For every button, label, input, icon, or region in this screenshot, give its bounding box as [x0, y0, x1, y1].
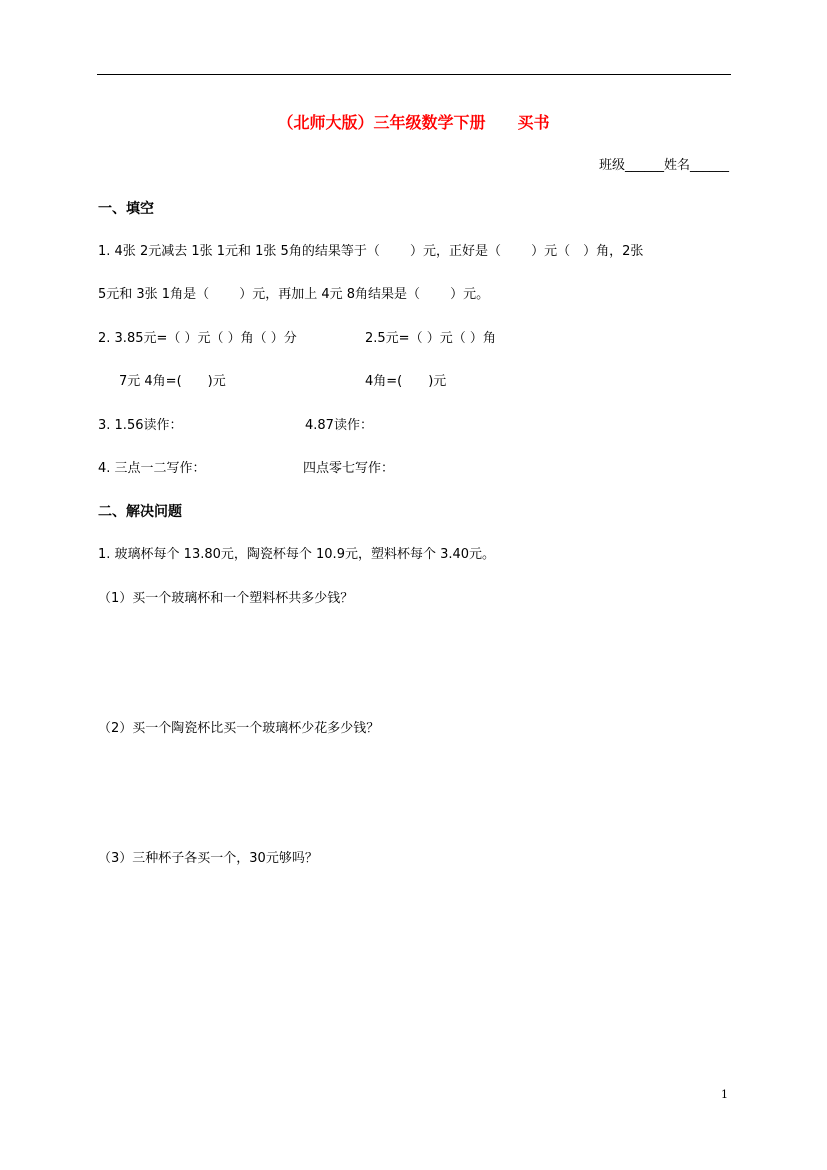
question-3-part-b: 4.87读作： [305, 418, 373, 433]
question-4-part-a: 4. 三点一二写作： [98, 461, 206, 476]
problem-1-statement: 1. 玻璃杯每个 13.80元，陶瓷杯每个 10.9元，塑料杯每个 3.40元。 [98, 547, 496, 562]
question-1-line-2: 5元和 3张 1角是（ ）元，再加上 4元 8角结果是（ ）元。 [98, 287, 490, 302]
question-3-part-a: 3. 1.56读作： [98, 418, 183, 433]
header-rule [97, 74, 731, 75]
question-2-part-d: 4角=( )元 [365, 374, 447, 389]
question-2-part-c: 7元 4角=( )元 [119, 374, 226, 389]
problem-1-sub-question-3: （3）三种杯子各买一个，30元够吗？ [98, 851, 318, 866]
page-title: （北师大版）三年级数学下册 买书 [277, 113, 550, 132]
section-heading-problem-solving: 二、解决问题 [98, 504, 182, 520]
problem-1-sub-question-1: （1）买一个玻璃杯和一个塑料杯共多少钱？ [98, 591, 354, 606]
question-1-line-1: 1. 4张 2元减去 1张 1元和 1张 5角的结果等于（ ）元，正好是（ ）元（ ）角，2张 [98, 244, 644, 259]
question-2-part-b: 2.5元=（ ）元（ ）角 [365, 331, 496, 346]
page-number: 1 [721, 1088, 728, 1101]
section-heading-fill-blank: 一、填空 [98, 201, 154, 217]
problem-1-sub-question-2: （2）买一个陶瓷杯比买一个玻璃杯少花多少钱？ [98, 721, 380, 736]
class-name-line: 班级______姓名______ [598, 158, 729, 173]
question-2-part-a: 2. 3.85元=（ ）元（ ）角（ ）分 [98, 331, 297, 346]
question-4-part-b: 四点零七写作： [303, 461, 395, 476]
